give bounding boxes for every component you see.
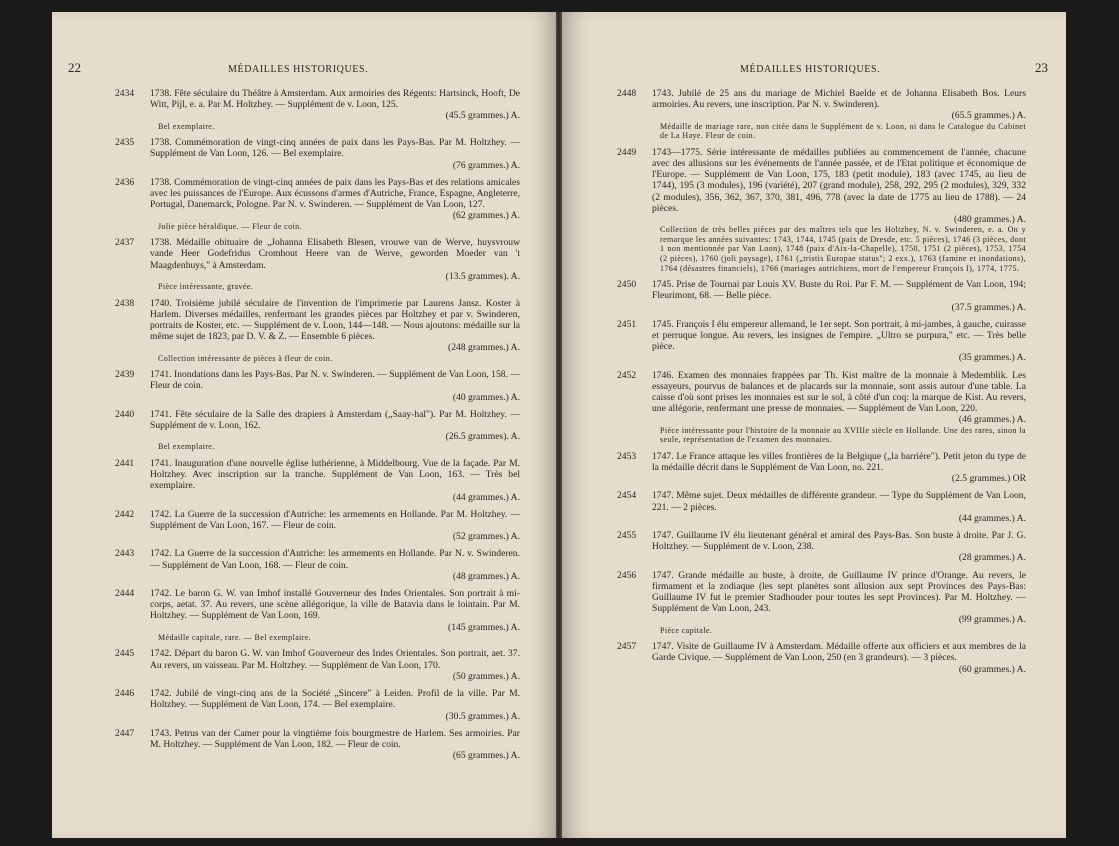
catalog-entry xyxy=(115,369,520,403)
entry-weight: (145 grammes.) A. xyxy=(448,621,520,633)
entry-number: 2442 xyxy=(115,508,135,520)
entry-number: 2454 xyxy=(617,490,637,502)
entry-weight: (44 grammes.) A. xyxy=(452,491,520,503)
catalog-entry xyxy=(115,688,520,722)
catalog-entry xyxy=(115,588,520,642)
entry-weight: (2.5 grammes.) OR xyxy=(951,473,1026,485)
entry-weight: (28 grammes.) A. xyxy=(958,552,1026,564)
entry-description: 1742. Le baron G. W. van Imhof installé Gouverneur des Indes Orientales. Son portrait à mi-corps, aetat. 37. Au revers, une scène allégorique, la ville de Batavia dans le lointain. Par M. Holtzhey. — Supplément de Van Loon, 169. xyxy=(150,588,520,622)
entry-description: 1745. Prise de Tournai par Louis XV. Buste du Roi. Par F. M. — Supplément de Van Loon, 194; Fleurimont, 68. — Belle pièce. xyxy=(652,279,1026,302)
entry-description: 1747. Le France attaque les villes frontières de la Belgique („la barrière"). Petit jeton du type de la médaille décrit dans le Supplément de Van Loon, no. 221. xyxy=(652,450,1026,474)
entry-weight: (62 grammes.) A. xyxy=(452,210,520,222)
entry-number: 2436 xyxy=(115,176,135,188)
entry-description: 1743—1775. Série intéressante de médailles publiées au commencement de l'année, chacune avec des allusions sur les événements de l'année passée, et de l'Etat politique et économique de l'Europe. — Supplément de Van Loon, 175, 183 (petit module), 183 (avec 1745, au lieu de 1744), 195 (3 modules), 196 (variété), 207 (grand module), 258, 292, 295 (2 modules), 329, 332 (2 modules), 356, 362, 367, 370, 381, 496, 778 (avec la date de 1775 au lieu de 1788). — 24 pièces. xyxy=(652,146,1026,214)
entry-weight: (480 grammes.) A. xyxy=(954,214,1026,226)
catalog-entry xyxy=(115,727,520,762)
entry-note: Bel exemplaire. xyxy=(158,442,215,452)
entry-number: 2443 xyxy=(115,548,135,560)
entry-description: 1742. Départ du baron G. W. van Imhof Gouverneur des Indes Orientales. Son portrait, aet. 37. Au revers, un vaisseau. Par M. Holtzhey. — Supplément de Van Loon, 170. xyxy=(150,648,520,671)
right-page xyxy=(562,12,1066,838)
catalog-entry xyxy=(617,279,1026,313)
catalog-entry xyxy=(115,548,520,582)
entry-description: 1745. François I élu empereur allemand, le 1er sept. Son portrait, à mi-jambes, à gauche, cuirasse et perruque longue. Au revers, les insignes de l'empire. „Ultro se purpura," etc. — Très belle pièce. xyxy=(652,318,1026,353)
catalog-entry xyxy=(115,648,520,682)
catalog-entry xyxy=(115,297,520,364)
entry-weight: (30.5 grammes.) A. xyxy=(445,710,520,722)
entry-number: 2456 xyxy=(617,569,637,581)
entry-description: 1738. Fête séculaire du Théâtre à Amsterdam. Aux armoiries des Régents: Hartsinck, Hooft, De Witt, Pijl, e. a. Par M. Holtzhey. — Supplément de v. Loon, 125. xyxy=(150,88,520,111)
entry-number: 2434 xyxy=(115,88,135,99)
entry-description: 1747. Guillaume IV élu lieutenant général et amiral des Pays-Bas. Son buste à droite. Par J. G. Holtzhey. — Supplément de v. Loon, 238. xyxy=(652,530,1026,553)
entry-description: 1741. Fête séculaire de la Salle des drapiers à Amsterdam („Saay-hal"). Par M. Holtzhey. — Supplément de v. Loon, 162. xyxy=(150,408,520,432)
catalog-entry xyxy=(617,450,1026,485)
entry-number: 2445 xyxy=(115,648,135,660)
entry-list xyxy=(617,88,1026,675)
entry-number: 2451 xyxy=(617,318,637,330)
entry-description: 1746. Examen des monnaies frappées par Th. Kist maître de la monnaie à Medemblik. Les essayeurs, pourvus de balances et de placards sur la monnaie, sont assis autour d'une table. La caisse d'où sont prises les monnaies est sur le sol, à côté d'un coq: la marque de Kist. Au revers, une allégorie, renfermant une presse de monnaies. — Supplément de Van Loon, 220. xyxy=(652,369,1026,415)
entry-description: 1742. La Guerre de la succession d'Autriche: les armements en Hollande. Par M. Holtzhey. — Supplément de Van Loon, 167. — Fleur de coin. xyxy=(150,508,520,532)
entry-weight: (35 grammes.) A. xyxy=(958,352,1026,364)
running-head: MÉDAILLES HISTORIQUES. xyxy=(228,64,369,75)
entry-weight: (44 grammes.) A. xyxy=(958,512,1026,524)
catalog-entry xyxy=(115,137,520,171)
entry-weight: (52 grammes.) A. xyxy=(452,531,520,543)
entry-number: 2450 xyxy=(617,279,637,291)
entry-weight: (46 grammes.) A. xyxy=(958,414,1026,426)
entry-weight: (99 grammes.) A. xyxy=(958,614,1026,626)
entry-weight: (48 grammes.) A. xyxy=(452,570,520,582)
catalog-entry xyxy=(617,146,1026,273)
entry-note: Pièce capitale. xyxy=(660,625,713,635)
entry-number: 2437 xyxy=(115,237,135,249)
catalog-entry xyxy=(617,530,1026,564)
catalog-entry xyxy=(115,176,520,231)
entry-description: 1741. Inauguration d'une nouvelle église luthérienne, à Middelbourg. Vue de la façade. Par M. Holtzhey. Avec inscription sur la tranche. Supplément de Van Loon, 163. — Très bel exemplaire. xyxy=(150,458,520,492)
entry-description: 1740. Troisième jubilé séculaire de l'invention de l'imprimerie par Laurens Jansz. Koster à Harlem. Diverses médailles, renfermant les grandes pièces par Holtzhey et par v. Swinderen, portraits de Koster, etc. — Supplément de v. Loon, 144—148. — Nous ajoutons: médaille sur la même sujet de 1823, par D. V. & Z. — Ensemble 6 pièces. xyxy=(150,297,520,343)
entry-description: 1743. Petrus van der Camer pour la vingtième fois bourgmestre de Harlem. Ses armoiries. Par M. Holtzhey. — Supplément de Van Loon, 182. — Fleur de coin. xyxy=(150,727,520,750)
entry-weight: (65.5 grammes.) A. xyxy=(951,110,1026,122)
entry-note: Pièce intéressante, gravée. xyxy=(158,282,254,292)
entry-number: 2449 xyxy=(617,146,637,158)
entry-description: 1747. Grande médaille au buste, à droite, de Guillaume IV prince d'Orange. Au revers, le firmament et la zodiaque (les sept planètes sont allusion aux sept Provinces des Pays-Bas: Guillaume IV fut le premier Stadhouder pour toutes les sept Provinces). Par M. Holtzhey. — Supplément de Van Loon, 243. xyxy=(652,569,1026,615)
entry-number: 2441 xyxy=(115,458,135,470)
entry-description: 1738. Commémoration de vingt-cinq années de paix dans les Pays-Bas. Par M. Holtzhey. — Supplément de Van Loon, 126. — Bel exemplaire. xyxy=(150,137,520,160)
catalog-entry xyxy=(115,458,520,503)
entry-description: 1738. Commémoration de vingt-cinq années de paix dans les Pays-Bas et des relations amicales avec les puissances de l'Europe. Aux écussons d'armes d'Autriche, France, Espagne, Angleterre, Portugal, Danemarck, Pologne. Par N. v. Swinderen. — Supplément de Van Loon, 127. xyxy=(150,176,520,211)
page-number: 23 xyxy=(1035,60,1048,75)
catalog-entry xyxy=(617,569,1026,636)
page-number: 22 xyxy=(68,60,81,75)
left-page xyxy=(52,12,556,838)
catalog-entry xyxy=(617,641,1026,675)
entry-number: 2447 xyxy=(115,727,135,739)
catalog-entry xyxy=(115,508,520,543)
entry-number: 2439 xyxy=(115,369,135,381)
entry-number: 2438 xyxy=(115,297,135,309)
entry-number: 2444 xyxy=(115,588,135,600)
left-page-header xyxy=(68,60,520,88)
entry-description: 1741. Inondations dans les Pays-Bas. Par N. v. Swinderen. — Supplément de Van Loon, 158. — Fleur de coin. xyxy=(150,369,520,392)
entry-number: 2440 xyxy=(115,408,135,420)
running-head: MÉDAILLES HISTORIQUES. xyxy=(740,64,881,75)
entry-description: 1747. Visite de Guillaume IV à Amsterdam. Médaille offerte aux officiers et aux membres de la Garde Civique. — Supplément de Van Loon, 250 (en 3 grandeurs). — 3 pièces. xyxy=(652,641,1026,664)
entry-weight: (50 grammes.) A. xyxy=(452,670,520,682)
entry-note: Pièce intéressante pour l'histoire de la monnaie au XVIIIe siècle en Hollande. Une des rares, sinon la seule, représentation de l'examen des monnaies. xyxy=(660,425,1026,445)
entry-note: Jolie pièce héraldique. — Fleur de coin. xyxy=(158,221,302,231)
entry-description: 1743. Jubilé de 25 ans du mariage de Michiel Baelde et de Johanna Elisabeth Bos. Leurs armoiries. Au revers, une inscription. Par N. v. Swinderen). xyxy=(652,88,1026,111)
catalog-entry xyxy=(617,88,1026,141)
entry-weight: (26.5 grammes). A. xyxy=(445,431,520,443)
entry-description: 1747. Même sujet. Deux médailles de différente grandeur. — Type du Supplément de Van Loon, 221. — 2 pièces. xyxy=(652,490,1026,513)
catalog-entry xyxy=(115,408,520,452)
catalog-entry xyxy=(617,369,1026,445)
entry-description: 1742. Jubilé de vingt-cinq ans de la Société „Sincere" à Leiden. Profil de la ville. Par M. Holtzhey. — Supplément de Van Loon, 174. — Bel exemplaire. xyxy=(150,688,520,711)
entry-weight: (65 grammes.) A. xyxy=(452,750,520,762)
entry-number: 2455 xyxy=(617,530,637,542)
entry-weight: (76 grammes.) A. xyxy=(452,159,520,171)
entry-note: Médaille capitale, rare. — Bel exemplaire. xyxy=(158,632,312,642)
entry-weight: (45.5 grammes.) A. xyxy=(445,110,520,122)
entry-description: 1742. La Guerre de la succession d'Autriche: les armements en Hollande. Par N. v. Swinderen. — Supplément de Van Loon, 168. — Fleur de coin. xyxy=(150,548,520,571)
entry-note: Médaille de mariage rare, non citée dans le Supplément de v. Loon, ni dans le Catalogue du Cabinet de La Haye. Fleur de coin. xyxy=(660,121,1026,141)
entry-note: Bel exemplaire. xyxy=(158,121,215,131)
right-page-header xyxy=(620,60,1048,88)
entry-note: Collection intéressante de pièces à fleur de coin. xyxy=(158,353,333,363)
entry-number: 2457 xyxy=(617,641,637,653)
entry-weight: (13.5 grammes). A. xyxy=(445,270,520,282)
catalog-entry xyxy=(617,318,1026,364)
entry-number: 2452 xyxy=(617,369,637,381)
entry-weight: (37.5 grammes.) A. xyxy=(951,301,1026,313)
entry-list xyxy=(115,88,520,762)
entry-number: 2446 xyxy=(115,688,135,700)
entry-note: Collection de très belles pièces par des maîtres tels que les Holtzhey, N. v. Swinderen, e. a. On y remarque les années suivantes: 1743, 1744, 1745 (paix de Dresde, etc. 5 pièces), 1746 (3 pièces, dont 1 non mentionnée par Van Loon), 1748 (paix d'Aix-la-Chapelle), 1750, 1751 (2 pièces), 1753, 1754 (2 pièces), 1760 (joli paysage), 1761 („tristis Europae status"; 2 exx.), 1763 (famine et inondations), 1764 (désastres financiels), 1766 (mariages autrichiens, mort de l'empereur François I), 1774, 1775. xyxy=(660,225,1026,273)
entry-description: 1738. Médaille obituaire de „Johanna Elisabeth Blesen, vrouwe van de Werve, huysvrouw vande Heer Godefridus Cromhout Heere van de Werve, geworden Moeder van 't Maagdenhuys," à Amsterdam. xyxy=(150,237,520,271)
entry-number: 2435 xyxy=(115,137,135,149)
catalog-entry xyxy=(617,490,1026,524)
catalog-entry xyxy=(115,88,520,131)
entry-weight: (60 grammes.) A. xyxy=(958,663,1026,675)
catalog-entry xyxy=(115,237,520,292)
entry-number: 2453 xyxy=(617,450,637,462)
entry-number: 2448 xyxy=(617,88,637,99)
entry-weight: (40 grammes.) A. xyxy=(452,391,520,403)
entry-weight: (248 grammes.) A. xyxy=(448,342,520,354)
